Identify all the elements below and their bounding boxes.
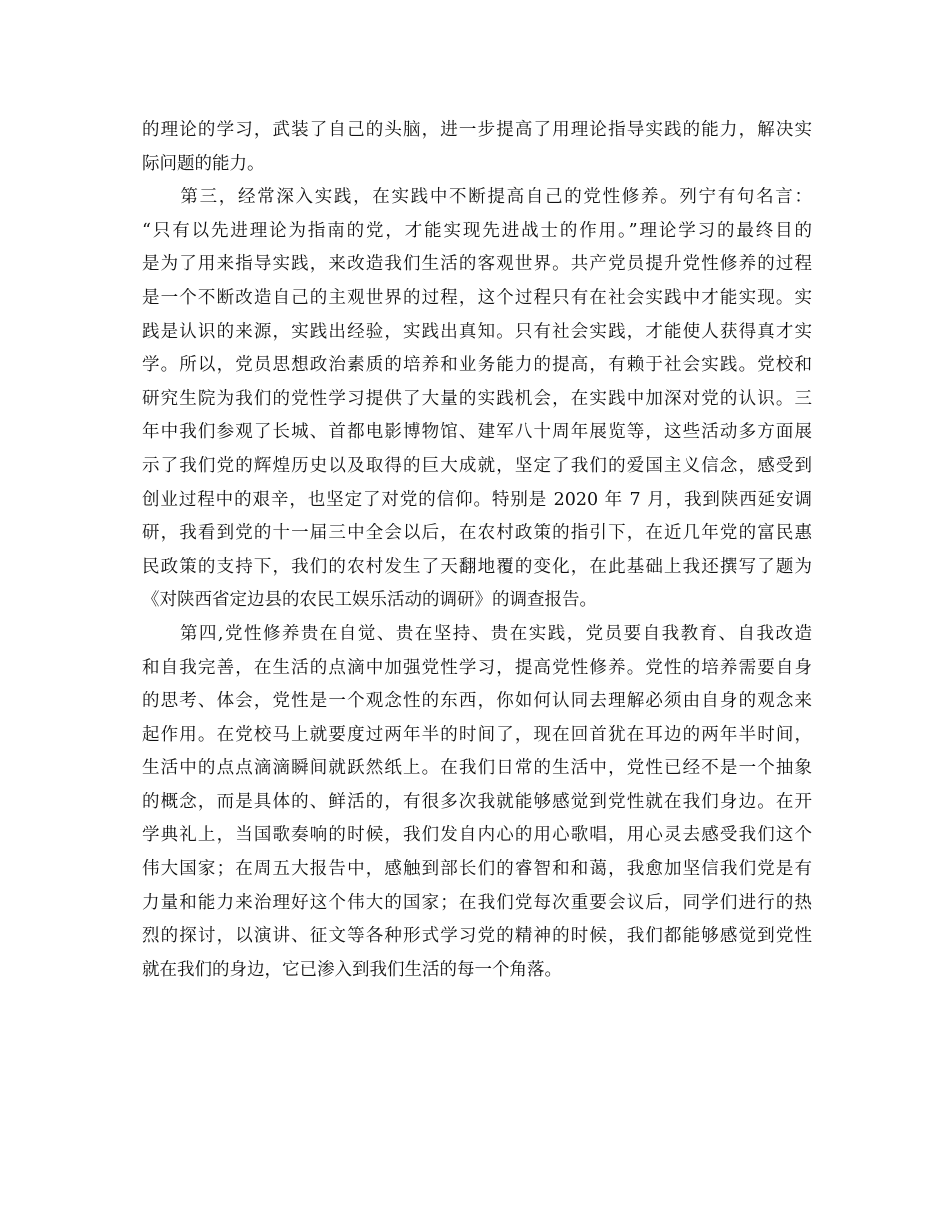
text-line: 《对陕西省定边县的农民工娱乐活动的调研》的调查报告。: [142, 590, 597, 611]
text-line: 是一个不断改造自己的主观世界的过程，这个过程只有在社会实践中才能实现。实: [142, 287, 812, 308]
text-line: 烈的探讨，以演讲、征文等各种形式学习党的精神的时候，我们都能够感觉到党性: [142, 926, 812, 947]
text-line: 践是认识的来源，实践出经验，实践出真知。只有社会实践，才能使人获得真才实: [142, 321, 812, 342]
text-line: 的思考、体会，党性是一个观念性的东西，你如何认同去理解必须由自身的观念来: [142, 691, 812, 712]
text-line: 伟大国家；在周五大报告中，感触到部长们的睿智和和蔼，我愈加坚信我们党是有: [142, 859, 812, 880]
text-line: 的理论的学习，武装了自己的头脑，进一步提高了用理论指导实践的能力，解决实: [142, 120, 812, 140]
text-line: 年中我们参观了长城、首都电影博物馆、建军八十周年展览等，这些活动多方面展: [142, 422, 812, 443]
text-line: 际问题的能力。: [142, 153, 265, 174]
text-line: 研究生院为我们的党性学习提供了大量的实践机会，在实践中加深对党的认识。三: [142, 388, 812, 409]
text-line: 的概念，而是具体的、鲜活的，有很多次我就能够感觉到党性就在我们身边。在开: [142, 791, 812, 812]
text-line: 第四,党性修养贵在自觉、贵在坚持、贵在实践，党员要自我教育、自我改造: [142, 623, 812, 644]
text-line: 创业过程中的艰辛，也坚定了对党的信仰。特别是 2020 年 7 月，我到陕西延安调: [142, 489, 812, 510]
text-line: 学典礼上，当国歌奏响的时候，我们发自内心的用心歌唱，用心灵去感受我们这个: [142, 825, 812, 846]
paragraph-3: [142, 618, 812, 988]
text-line: 第三，经常深入实践，在实践中不断提高自己的党性修养。列宁有句名言：: [142, 187, 812, 208]
text-line: 起作用。在党校马上就要度过两年半的时间了，现在回首犹在耳边的两年半时间，: [142, 724, 812, 745]
text-line: 力量和能力来治理好这个伟大的国家；在我们党每次重要会议后，同学们进行的热: [142, 892, 812, 913]
text-line: 示了我们党的辉煌历史以及取得的巨大成就，坚定了我们的爱国主义信念，感受到: [142, 455, 812, 476]
paragraph-1: [142, 114, 812, 181]
text-line: 就在我们的身边，它已渗入到我们生活的每一个角落。: [142, 959, 562, 980]
text-line: “只有以先进理论为指南的党，才能实现先进战士的作用。”理论学习的最终目的: [142, 220, 812, 241]
text-line: 生活中的点点滴滴瞬间就跃然纸上。在我们日常的生活中，党性已经不是一个抽象: [142, 758, 812, 779]
text-line: 学。所以，党员思想政治素质的培养和业务能力的提高，有赖于社会实践。党校和: [142, 355, 812, 376]
text-line: 民政策的支持下，我们的农村发生了天翻地覆的变化，在此基础上我还撰写了题为: [142, 556, 812, 577]
paragraph-2: [142, 181, 812, 618]
text-line: 和自我完善，在生活的点滴中加强党性学习，提高党性修养。党性的培养需要自身: [142, 657, 812, 678]
body-text: [142, 114, 812, 987]
text-line: 是为了用来指导实践，来改造我们生活的客观世界。共产党员提升党性修养的过程: [142, 254, 812, 275]
text-line: 研，我看到党的十一届三中全会以后，在农村政策的指引下，在近几年党的富民惠: [142, 523, 812, 544]
